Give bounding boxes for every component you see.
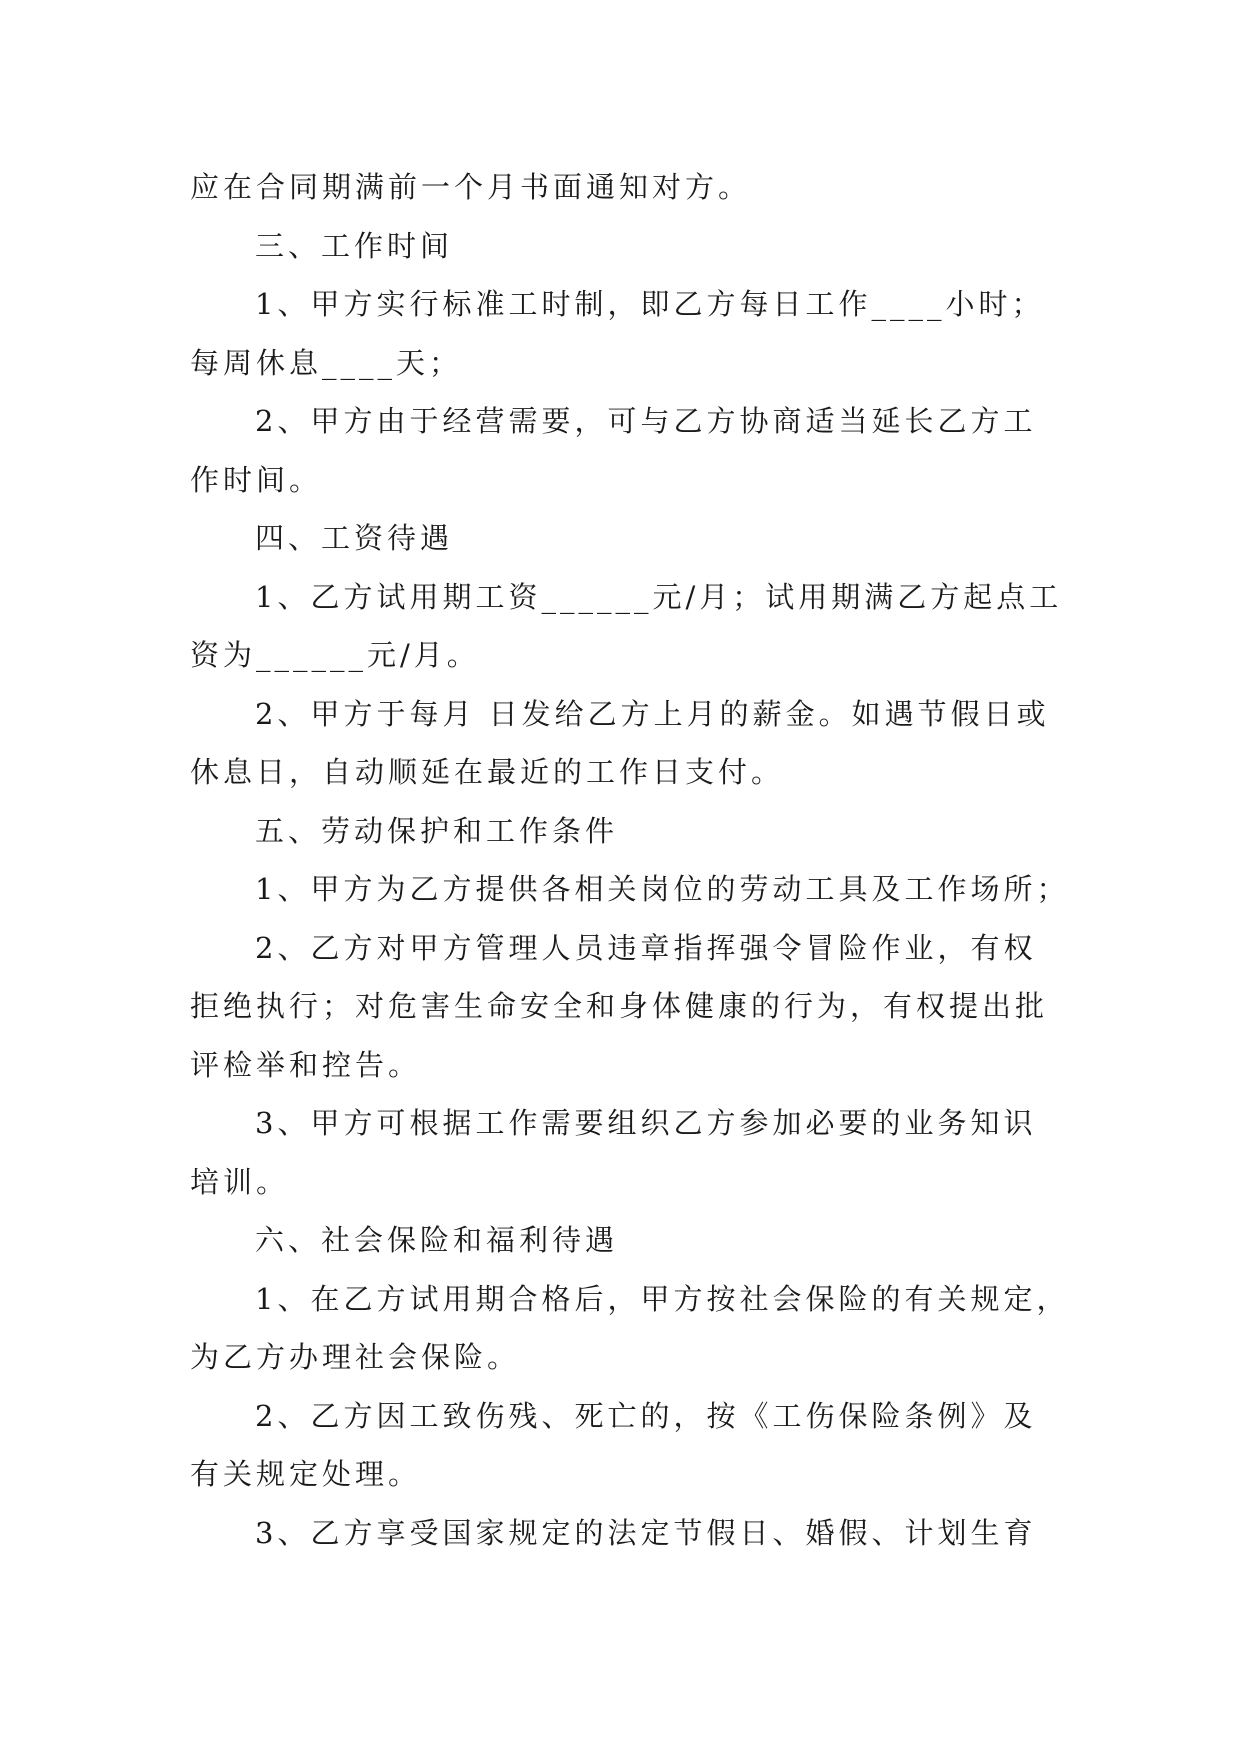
section-heading-work-hours: 三、工作时间 [255,228,454,263]
text-line: 1、甲方实行标准工时制，即乙方每日工作____小时； [255,287,1045,321]
text-line: 每周休息____天； [190,345,463,380]
text-line: 资为______元/月。 [190,638,480,672]
text-line: 应在合同期满前一个月书面通知对方。 [190,170,752,204]
text-line: 1、甲方为乙方提供各相关岗位的劳动工具及工作场所； [255,872,1070,906]
text-line: 3、甲方可根据工作需要组织乙方参加必要的业务知识 [255,1106,1037,1140]
text-line: 1、在乙方试用期合格后，甲方按社会保险的有关规定， [255,1281,1070,1316]
text-line: 有关规定处理。 [190,1457,422,1491]
text-line: 休息日，自动顺延在最近的工作日支付。 [190,755,785,789]
text-line: 培训。 [190,1164,290,1199]
document-body [190,158,1070,1562]
text-line: 3、乙方享受国家规定的法定节假日、婚假、计划生育 [255,1515,1037,1550]
text-line: 作时间。 [190,462,323,497]
text-line: 1、乙方试用期工资______元/月；试用期满乙方起点工 [255,579,1063,614]
text-line: 2、甲方于每月 日发给乙方上月的薪金。如遇节假日或 [255,696,1050,731]
section-heading-labor-protection: 五、劳动保护和工作条件 [255,813,619,848]
text-line: 2、乙方因工致伤残、死亡的，按《工伤保险条例》及 [255,1398,1037,1433]
text-line: 为乙方办理社会保险。 [190,1340,521,1374]
text-line: 2、乙方对甲方管理人员违章指挥强令冒险作业，有权 [255,930,1037,965]
text-line: 拒绝执行；对危害生命安全和身体健康的行为，有权提出批 [190,989,1049,1023]
text-line: 2、甲方由于经营需要，可与乙方协商适当延长乙方工 [255,404,1037,438]
section-heading-wages: 四、工资待遇 [255,521,454,555]
section-heading-social-insurance: 六、社会保险和福利待遇 [255,1223,619,1257]
text-line: 评检举和控告。 [190,1047,422,1082]
